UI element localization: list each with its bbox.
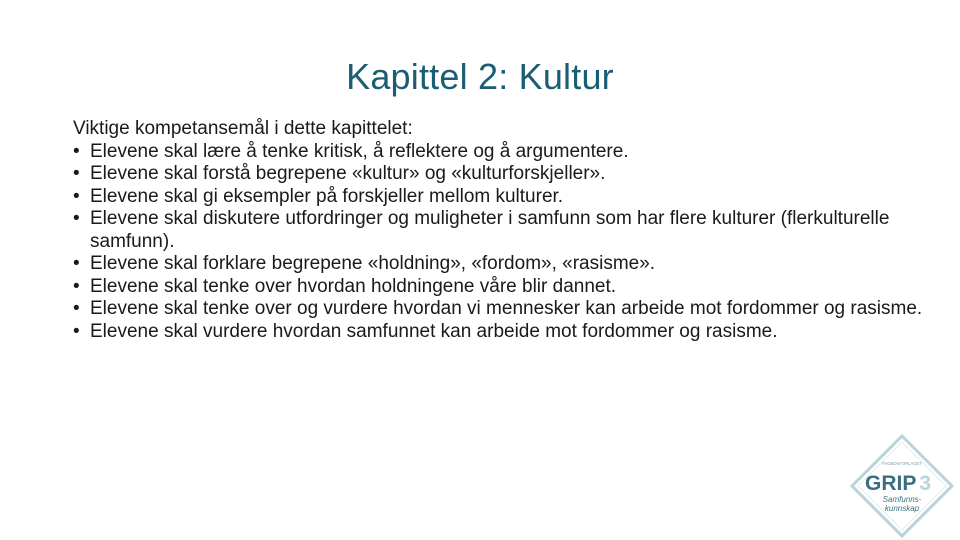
list-item xyxy=(73,163,933,186)
bullet-icon: • xyxy=(73,163,80,184)
grip3-logo xyxy=(848,432,956,540)
bullet-icon: • xyxy=(73,185,80,207)
logo-publisher: FAGBOKFORLAGET xyxy=(882,461,922,466)
svg-text:GRIP3 xyxy=(865,472,931,495)
bullet-text: Elevene skal vurdere hvordan samfunnet kan arbeide mot fordommer og rasisme. xyxy=(90,320,778,342)
list-item xyxy=(73,186,933,209)
bullet-icon: • xyxy=(73,320,80,342)
list-item xyxy=(73,253,933,276)
bullet-list xyxy=(73,141,933,344)
logo-number: 3 xyxy=(919,472,932,495)
bullet-text: Elevene skal tenke over og vurdere hvordan vi mennesker kan arbeide mot fordommer og rasisme. xyxy=(90,298,923,319)
list-item xyxy=(73,298,933,321)
bullet-text: Elevene skal forklare begrepene «holdning», «fordom», «rasisme». xyxy=(90,253,656,274)
list-item xyxy=(73,276,933,299)
slide-title: Kapittel 2: Kultur xyxy=(346,56,614,97)
intro-text: Viktige kompetansemål i dette kapittelet: xyxy=(73,118,413,139)
bullet-text: Elevene skal gi eksempler på forskjeller mellom kulturer. xyxy=(90,185,564,207)
logo-line2: kunnskap xyxy=(884,504,920,513)
bullet-icon: • xyxy=(73,275,80,297)
bullet-icon: • xyxy=(73,253,80,274)
logo-brand: GRIP xyxy=(864,472,917,495)
logo-line1: Samfunns- xyxy=(882,495,922,504)
list-item xyxy=(73,321,933,344)
bullet-text: Elevene skal diskutere utfordringer og muligheter i samfunn som har flere kulturer (flerkulturelle samfunn). xyxy=(90,208,890,252)
slide-content xyxy=(73,118,933,343)
bullet-text: Elevene skal lære å tenke kritisk, å reflektere og å argumentere. xyxy=(90,140,629,162)
bullet-icon: • xyxy=(73,140,80,162)
bullet-icon: • xyxy=(73,298,80,319)
bullet-icon: • xyxy=(73,208,80,229)
bullet-text: Elevene skal forstå begrepene «kultur» og «kulturforskjeller». xyxy=(90,163,606,184)
list-item xyxy=(73,141,933,164)
list-item xyxy=(73,208,933,253)
bullet-text: Elevene skal tenke over hvordan holdningene våre blir dannet. xyxy=(90,275,617,297)
